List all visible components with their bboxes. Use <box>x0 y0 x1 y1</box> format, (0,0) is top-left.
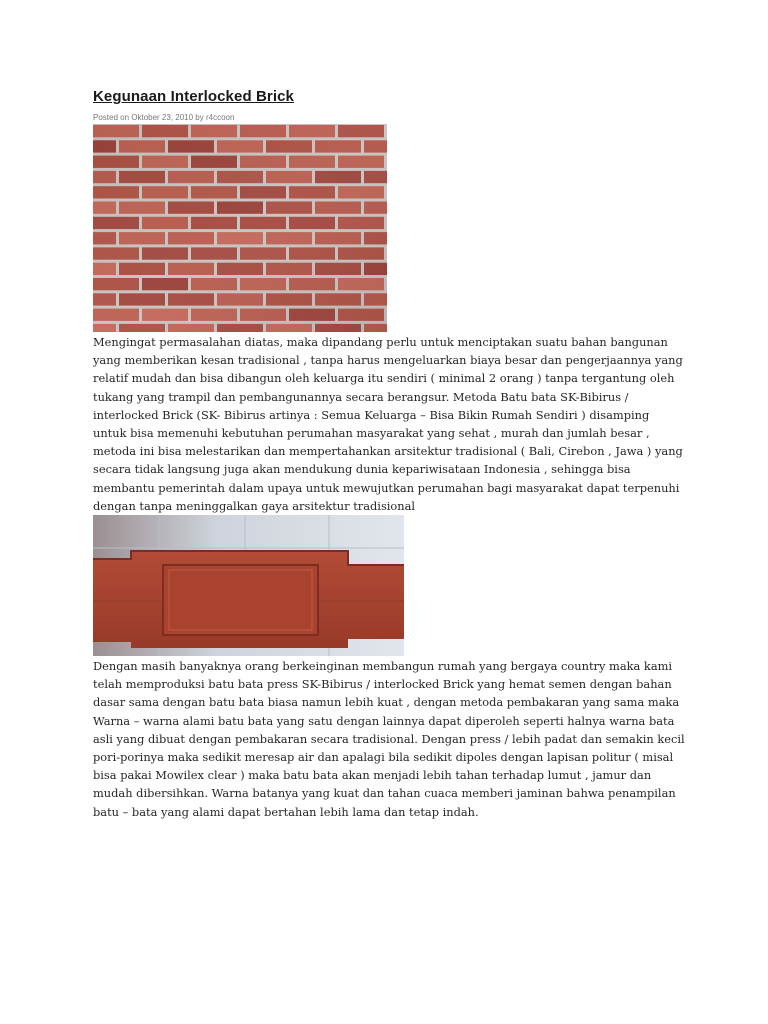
text-line: membantu pemerintah dalam upaya untuk mewujutkan perumahan bagi masyarakat dapat terpenuhi <box>93 480 680 495</box>
text-line: interlocked Brick (SK- Bibirus artinya : Semua Keluarga – Bisa Bikin Rumah Sendiri ) disamping <box>93 407 650 422</box>
text-line: Warna – warna alami batu bata yang satu dengan lainnya dapat diperoleh seperti halnya warna bata <box>93 713 675 728</box>
text-line: mudah dibersihkan. Warna batanya yang kuat dan tahan cuaca memberi jaminan bahwa penampilan <box>93 786 676 801</box>
text-line: untuk bisa memenuhi kebutuhan perumahan masyarakat yang sehat , murah dan jumlah besar , <box>93 426 650 441</box>
text-line: dasar sama dengan batu bata biasa namun lebih kuat , dengan metoda pembakaran yang sama maka <box>93 695 680 710</box>
text-line: telah memproduksi batu bata press SK-Bibirus / interlocked Brick yang hemat semen dengan bahan <box>93 677 672 692</box>
paragraph-intro <box>93 333 683 515</box>
text-line: bisa pakai Mowilex clear ) maka batu bata akan menjadi lebih tahan terhadap lumut , jamur dan <box>93 768 652 783</box>
text-line: Dengan masih banyaknya orang berkeinginan membangun rumah yang bergaya country maka kami <box>93 659 673 673</box>
text-line: tukang yang trampil dan pembangunannya secara berangsur. Metoda Batu bata SK-Bibirus / <box>93 389 629 404</box>
text-line: pori-porinya maka sedikit meresap air dan apalagi bila sedikit dipoles dengan lapisan politur ( misal <box>93 750 674 765</box>
text-line: Mengingat permasalahan diatas, maka dipandang perlu untuk menciptakan suatu bahan bangunan <box>93 335 668 349</box>
text-line: relatif mudah dan bisa dibangun oleh keluarga itu sendiri ( minimal 2 orang ) tanpa tergantung oleh <box>93 371 675 386</box>
post-title[interactable]: Kegunaan Interlocked Brick <box>93 88 294 105</box>
text-line: secara tidak langsung juga akan mendukung dunia kepariwisataan Indonesia , sehingga bisa <box>93 462 631 477</box>
text-line: yang memberikan kesan tradisional , tanpa harus mengeluarkan biaya besar dan pengerjaannya yang <box>93 353 683 368</box>
text-line: asli yang dibuat dengan pembakaran secara tradisional. Dengan press / lebih padat dan semakin kecil <box>93 731 685 746</box>
text-line: dengan tanpa meninggalkan gaya arsitektur tradisional <box>93 498 416 513</box>
text-line: metoda ini bisa melestarikan dan mempertahankan arsitektur tradisional ( Bali, Cirebon , Jawa ) yang <box>93 444 683 459</box>
brick-mold-photo <box>93 515 404 656</box>
post-meta: Posted on Oktober 23, 2010 by r4ccoon <box>93 113 235 122</box>
paragraph-production <box>93 657 683 821</box>
text-line: batu – bata yang alami dapat bertahan lebih lama dan tetap indah. <box>93 804 479 819</box>
brick-wall-photo <box>93 124 387 332</box>
